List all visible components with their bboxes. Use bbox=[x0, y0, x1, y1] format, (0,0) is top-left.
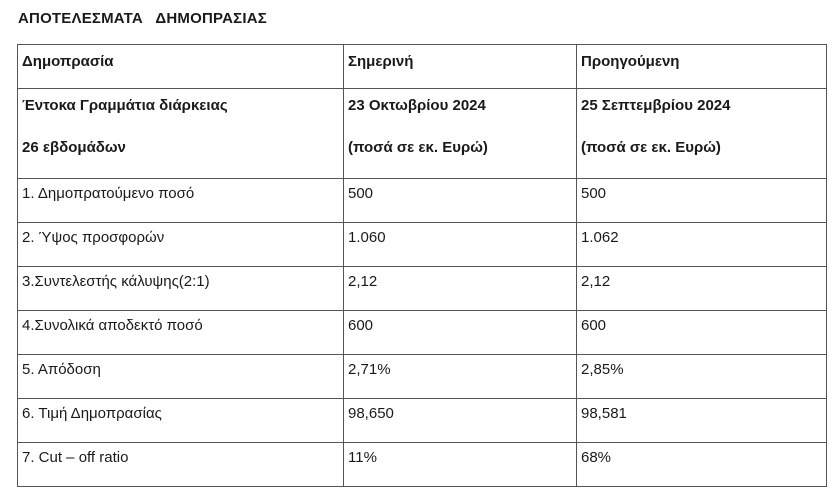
auction-results-table bbox=[17, 44, 827, 487]
subheader-previous-date bbox=[577, 89, 827, 179]
row-previous: 98,581 bbox=[577, 399, 827, 443]
row-label: 4.Συνολικά αποδεκτό ποσό bbox=[18, 311, 344, 355]
row-previous: 2,12 bbox=[577, 267, 827, 311]
table-row bbox=[18, 443, 827, 487]
row-current: 1.060 bbox=[344, 223, 577, 267]
row-previous: 600 bbox=[577, 311, 827, 355]
header-auction: Δημοπρασία bbox=[18, 45, 344, 89]
current-date: 23 Οκτωβρίου 2024 bbox=[348, 97, 486, 114]
row-current: 2,71% bbox=[344, 355, 577, 399]
table-row bbox=[18, 311, 827, 355]
row-label: 5. Απόδοση bbox=[18, 355, 344, 399]
instrument-duration: 26 εβδομάδων bbox=[22, 139, 126, 156]
current-units: (ποσά σε εκ. Ευρώ) bbox=[348, 139, 488, 156]
row-label: 6. Τιμή Δημοπρασίας bbox=[18, 399, 344, 443]
row-current: 98,650 bbox=[344, 399, 577, 443]
row-current: 600 bbox=[344, 311, 577, 355]
table-header-row bbox=[18, 45, 827, 89]
row-label: 2. Ύψος προσφορών bbox=[18, 223, 344, 267]
row-label: 1. Δημοπρατούμενο ποσό bbox=[18, 179, 344, 223]
row-label: 7. Cut – off ratio bbox=[18, 443, 344, 487]
header-current: Σημερινή bbox=[344, 45, 577, 89]
row-previous: 2,85% bbox=[577, 355, 827, 399]
row-current: 500 bbox=[344, 179, 577, 223]
header-previous: Προηγούμενη bbox=[577, 45, 827, 89]
subheader-current-date bbox=[344, 89, 577, 179]
table-subheader-row bbox=[18, 89, 827, 179]
page-title: ΑΠΟΤΕΛΕΣΜΑΤΑ ΔΗΜΟΠΡΑΣΙΑΣ bbox=[18, 10, 267, 27]
row-current: 11% bbox=[344, 443, 577, 487]
row-label: 3.Συντελεστής κάλυψης(2:1) bbox=[18, 267, 344, 311]
previous-units: (ποσά σε εκ. Ευρώ) bbox=[581, 139, 721, 156]
row-current: 2,12 bbox=[344, 267, 577, 311]
row-previous: 1.062 bbox=[577, 223, 827, 267]
previous-date: 25 Σεπτεμβρίου 2024 bbox=[581, 97, 731, 114]
table-row bbox=[18, 399, 827, 443]
table-row bbox=[18, 355, 827, 399]
table-row bbox=[18, 223, 827, 267]
table-row bbox=[18, 267, 827, 311]
table-row bbox=[18, 179, 827, 223]
subheader-instrument bbox=[18, 89, 344, 179]
instrument-type: Έντοκα Γραμμάτια διάρκειας bbox=[22, 97, 228, 114]
row-previous: 500 bbox=[577, 179, 827, 223]
row-previous: 68% bbox=[577, 443, 827, 487]
